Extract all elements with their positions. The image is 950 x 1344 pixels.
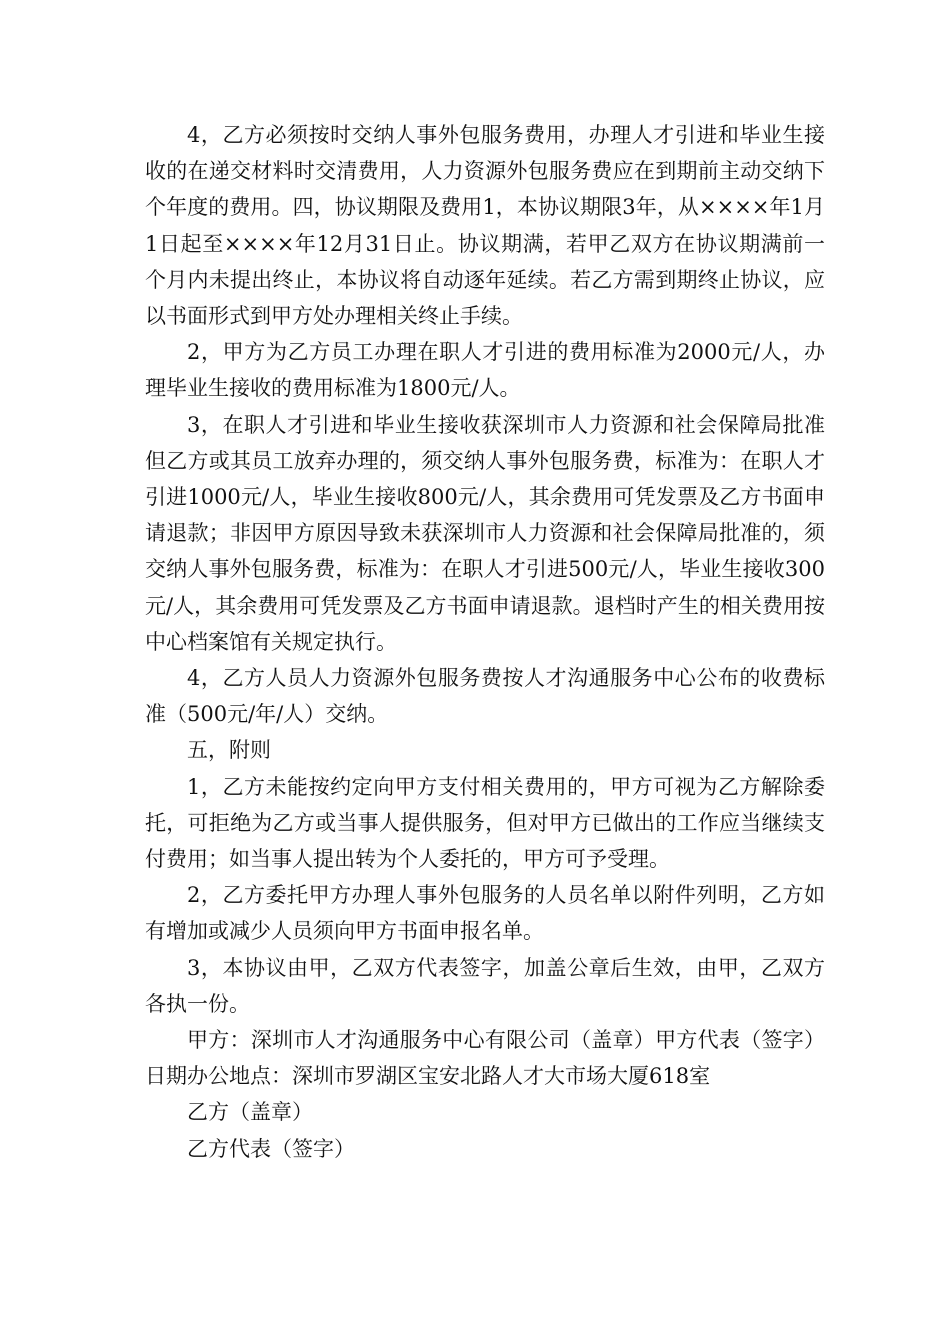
party-b-seal: 乙方（盖章）	[187, 1100, 313, 1125]
party-b-representative: 乙方代表（签字）	[187, 1136, 355, 1161]
section-heading-supplementary: 五，附则	[187, 738, 271, 763]
paragraph-fee-standard: 2，甲方为乙方员工办理在职人才引进的费用标准为2000元/人，办理毕业生接收的费用标准为1800元/人。	[145, 340, 825, 401]
paragraph-refund-policy: 3，在职人才引进和毕业生接收获深圳市人力资源和社会保障局批准但乙方或其员工放弃办理的，须交纳人事外包服务费，标准为：在职人才引进1000元/人，毕业生接收800元/人，其余费用可凭发票及乙方书面申请退款；非因甲方原因导致未获深圳市人力资源和社会保障局批准的，须交纳人事外包服务费，标准为：在职人才引进500元/人，毕业生接收300元/人，其余费用可凭发票及乙方书面申请退款。退档时产生的相关费用按中心档案馆有关规定执行。	[145, 412, 825, 654]
paragraph-outsourcing-fee: 4，乙方人员人力资源外包服务费按人才沟通服务中心公布的收费标准（500元/年/人）交纳。	[145, 666, 825, 727]
party-a-signature-block: 甲方：深圳市人才沟通服务中心有限公司（盖章）甲方代表（签字）日期办公地点：深圳市罗湖区宝安北路人才大市场大厦618室	[145, 1028, 825, 1089]
paragraph-payment-deadline: 4，乙方必须按时交纳人事外包服务费用，办理人才引进和毕业生接收的在递交材料时交清费用，人力资源外包服务费应在到期前主动交纳下个年度的费用。四，协议期限及费用1，本协议期限3年，从××××年1月1日起至××××年12月31日止。协议期满，若甲乙双方在协议期满前一个月内未提出终止，本协议将自动逐年延续。若乙方需到期终止协议，应以书面形式到甲方处办理相关终止手续。	[145, 123, 825, 329]
paragraph-personnel-list: 2，乙方委托甲方办理人事外包服务的人员名单以附件列明，乙方如有增加或减少人员须向甲方书面申报名单。	[145, 883, 825, 944]
paragraph-termination: 1，乙方未能按约定向甲方支付相关费用的，甲方可视为乙方解除委托，可拒绝为乙方或当事人提供服务，但对甲方已做出的工作应当继续支付费用；如当事人提出转为个人委托的，甲方可予受理。	[145, 774, 825, 872]
document-body	[145, 117, 825, 1167]
paragraph-effectiveness: 3，本协议由甲，乙双方代表签字，加盖公章后生效，由甲，乙双方各执一份。	[145, 955, 825, 1016]
